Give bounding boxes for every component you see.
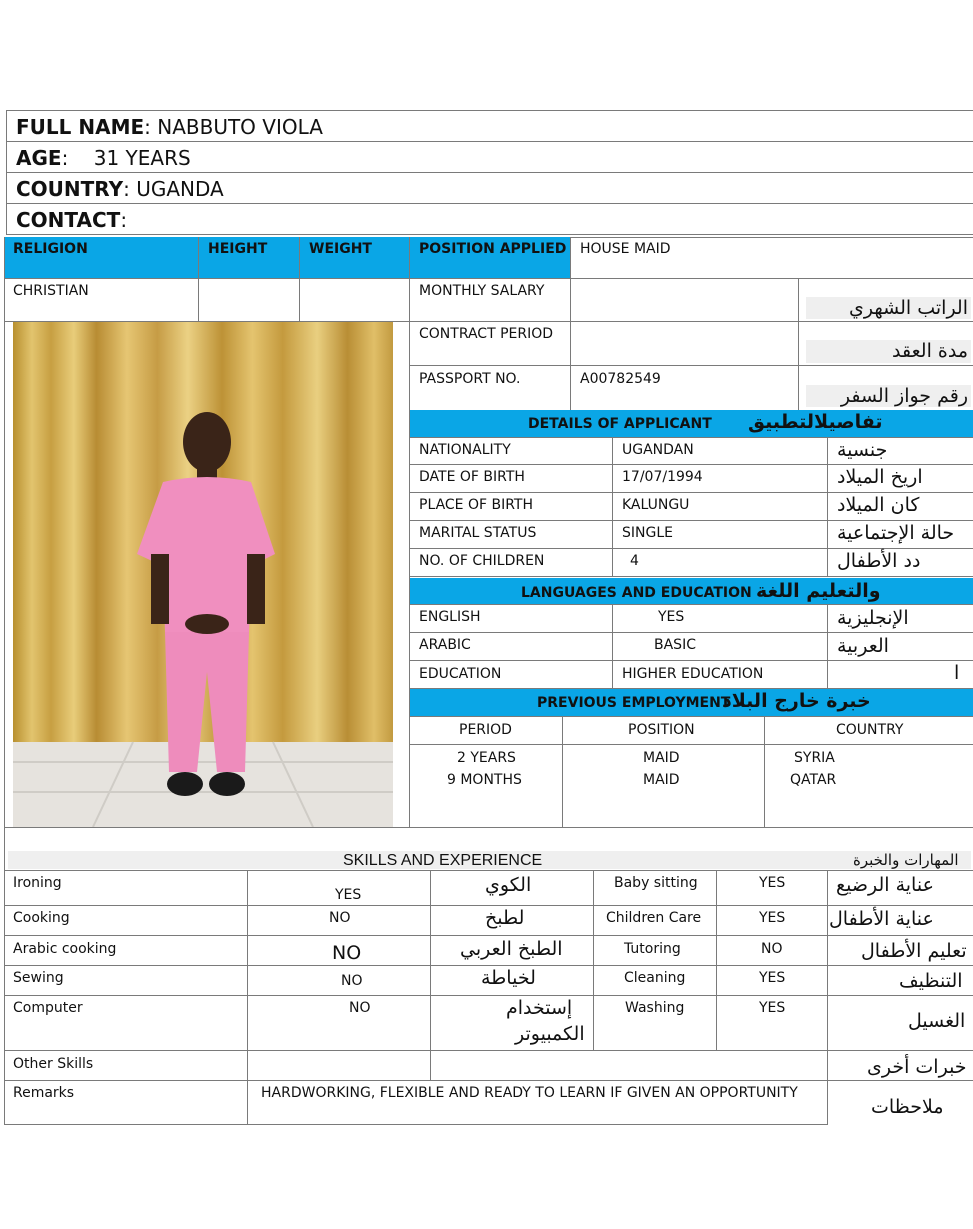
country-label: COUNTRY — [16, 177, 124, 201]
skill-children-care-label: Children Care — [606, 910, 702, 926]
age-value: : 31 YEARS — [61, 146, 191, 170]
children-label: NO. OF CHILDREN — [419, 553, 545, 569]
skill-cooking-value: NO — [329, 910, 351, 926]
skill-cleaning-arabic: التنظيف — [899, 970, 963, 992]
employment-row-2-position: MAID — [643, 772, 680, 788]
skill-sewing-value: NO — [341, 973, 363, 989]
monthly-salary-arabic: الراتب الشهري — [849, 297, 968, 319]
age-label: AGE — [16, 146, 62, 170]
position-applied-value: HOUSE MAID — [580, 241, 671, 257]
skill-tutoring-value: NO — [761, 941, 783, 957]
marital-status-arabic: حالة الإجتماعية — [837, 522, 955, 544]
country-field — [16, 179, 224, 199]
skill-tutoring-label: Tutoring — [624, 941, 681, 957]
contract-period-arabic: مدة العقد — [892, 340, 968, 362]
nationality-arabic: جنسية — [837, 439, 888, 461]
passport-arabic: رقم جواز السفر — [840, 385, 968, 407]
religion-value: CHRISTIAN — [13, 283, 89, 299]
education-arabic: ا — [954, 662, 960, 684]
employment-col-period: PERIOD — [459, 722, 512, 738]
details-title-arabic: تفاصيلالتطبيق — [748, 411, 883, 433]
position-applied-header: POSITION APPLIED — [419, 241, 567, 257]
height-header: HEIGHT — [208, 241, 268, 257]
employment-col-position: POSITION — [628, 722, 695, 738]
remarks-label: Remarks — [13, 1085, 75, 1101]
arabic-arabic: العربية — [837, 635, 889, 657]
skill-arabic-cooking-value: NO — [332, 942, 362, 964]
skills-title-arabic: المهارات والخبرة — [853, 851, 959, 869]
education-label: EDUCATION — [419, 666, 502, 682]
english-label: ENGLISH — [419, 609, 481, 625]
skill-sewing-arabic: لخياطة — [481, 967, 536, 989]
marital-status-value: SINGLE — [622, 525, 673, 541]
skill-ironing-value: YES — [335, 887, 362, 903]
skill-computer-value: NO — [349, 1000, 371, 1016]
contract-period-label: CONTRACT PERIOD — [419, 326, 554, 342]
english-value: YES — [658, 609, 685, 625]
pob-value: KALUNGU — [622, 497, 690, 513]
employment-row-1-period: 2 YEARS — [457, 750, 516, 766]
skill-washing-arabic: الغسيل — [908, 1010, 966, 1032]
details-title: DETAILS OF APPLICANT — [528, 416, 712, 432]
monthly-salary-label: MONTHLY SALARY — [419, 283, 545, 299]
remarks-value: HARDWORKING, FLEXIBLE AND READY TO LEARN IF GIVEN AN OPPORTUNITY — [261, 1085, 798, 1101]
nationality-value: UGANDAN — [622, 442, 694, 458]
languages-title: LANGUAGES AND EDUCATION — [521, 585, 752, 601]
country-value: : UGANDA — [123, 177, 224, 201]
passport-value: A00782549 — [580, 371, 661, 387]
age-field — [16, 148, 191, 168]
skill-cooking-label: Cooking — [13, 910, 70, 926]
religion-header: RELIGION — [13, 241, 88, 257]
arabic-label: ARABIC — [419, 637, 471, 653]
children-value: 4 — [630, 553, 639, 569]
skill-cooking-arabic: لطبخ — [485, 907, 525, 929]
skill-computer-arabic-2: الكمبيوتر — [515, 1023, 585, 1045]
education-value: HIGHER EDUCATION — [622, 666, 764, 682]
full-name-field — [16, 117, 323, 137]
arabic-value: BASIC — [654, 637, 696, 653]
employment-title: PREVIOUS EMPLOYMENT — [537, 695, 731, 711]
skill-arabic-cooking-label: Arabic cooking — [13, 941, 117, 957]
skill-ironing-label: Ironing — [13, 875, 62, 891]
skills-title: SKILLS AND EXPERIENCE — [343, 852, 543, 869]
pob-arabic: كان الميلاد — [837, 494, 920, 516]
remarks-arabic: ملاحظات — [871, 1096, 944, 1118]
skill-sewing-label: Sewing — [13, 970, 64, 986]
weight-header: WEIGHT — [309, 241, 372, 257]
dob-label: DATE OF BIRTH — [419, 469, 525, 485]
skill-washing-label: Washing — [625, 1000, 685, 1016]
skill-cleaning-value: YES — [759, 970, 786, 986]
contact-label: CONTACT — [16, 208, 121, 232]
dob-value: 17/07/1994 — [622, 469, 703, 485]
skill-tutoring-arabic: تعليم الأطفال — [861, 940, 967, 962]
employment-row-1-country: SYRIA — [794, 750, 835, 766]
dob-arabic: اريخ الميلاد — [837, 466, 923, 488]
employment-title-arabic: خبرة خارج البلاد — [722, 690, 871, 712]
nationality-label: NATIONALITY — [419, 442, 511, 458]
skill-children-care-value: YES — [759, 910, 786, 926]
other-skills-label: Other Skills — [13, 1056, 94, 1072]
skill-computer-arabic-1: إستخدام — [506, 997, 573, 1019]
contact-value: : — [120, 208, 128, 232]
skill-baby-sitting-label: Baby sitting — [614, 875, 698, 891]
children-arabic: دد الأطفال — [837, 550, 921, 572]
passport-label: PASSPORT NO. — [419, 371, 521, 387]
employment-row-1-position: MAID — [643, 750, 680, 766]
skill-baby-sitting-value: YES — [759, 875, 786, 891]
skill-arabic-cooking-arabic: الطبخ العربي — [460, 938, 563, 960]
pob-label: PLACE OF BIRTH — [419, 497, 534, 513]
languages-title-arabic: والتعليم اللغة — [756, 580, 881, 602]
skill-children-care-arabic: عناية الأطفال — [829, 908, 934, 930]
skill-computer-label: Computer — [13, 1000, 83, 1016]
employment-row-2-country: QATAR — [790, 772, 837, 788]
full-name-value: : NABBUTO VIOLA — [144, 115, 323, 139]
skill-baby-sitting-arabic: عناية الرضيع — [836, 874, 934, 896]
skill-cleaning-label: Cleaning — [624, 970, 686, 986]
marital-status-label: MARITAL STATUS — [419, 525, 537, 541]
employment-col-country: COUNTRY — [836, 722, 904, 738]
english-arabic: الإنجليزية — [837, 607, 909, 629]
full-name-label: FULL NAME — [16, 115, 145, 139]
contact-field — [16, 210, 127, 230]
employment-row-2-period: 9 MONTHS — [447, 772, 522, 788]
applicant-photo — [13, 322, 393, 827]
other-skills-arabic: خبرات أخرى — [867, 1056, 967, 1078]
skill-washing-value: YES — [759, 1000, 786, 1016]
skill-ironing-arabic: الكوي — [485, 874, 532, 896]
